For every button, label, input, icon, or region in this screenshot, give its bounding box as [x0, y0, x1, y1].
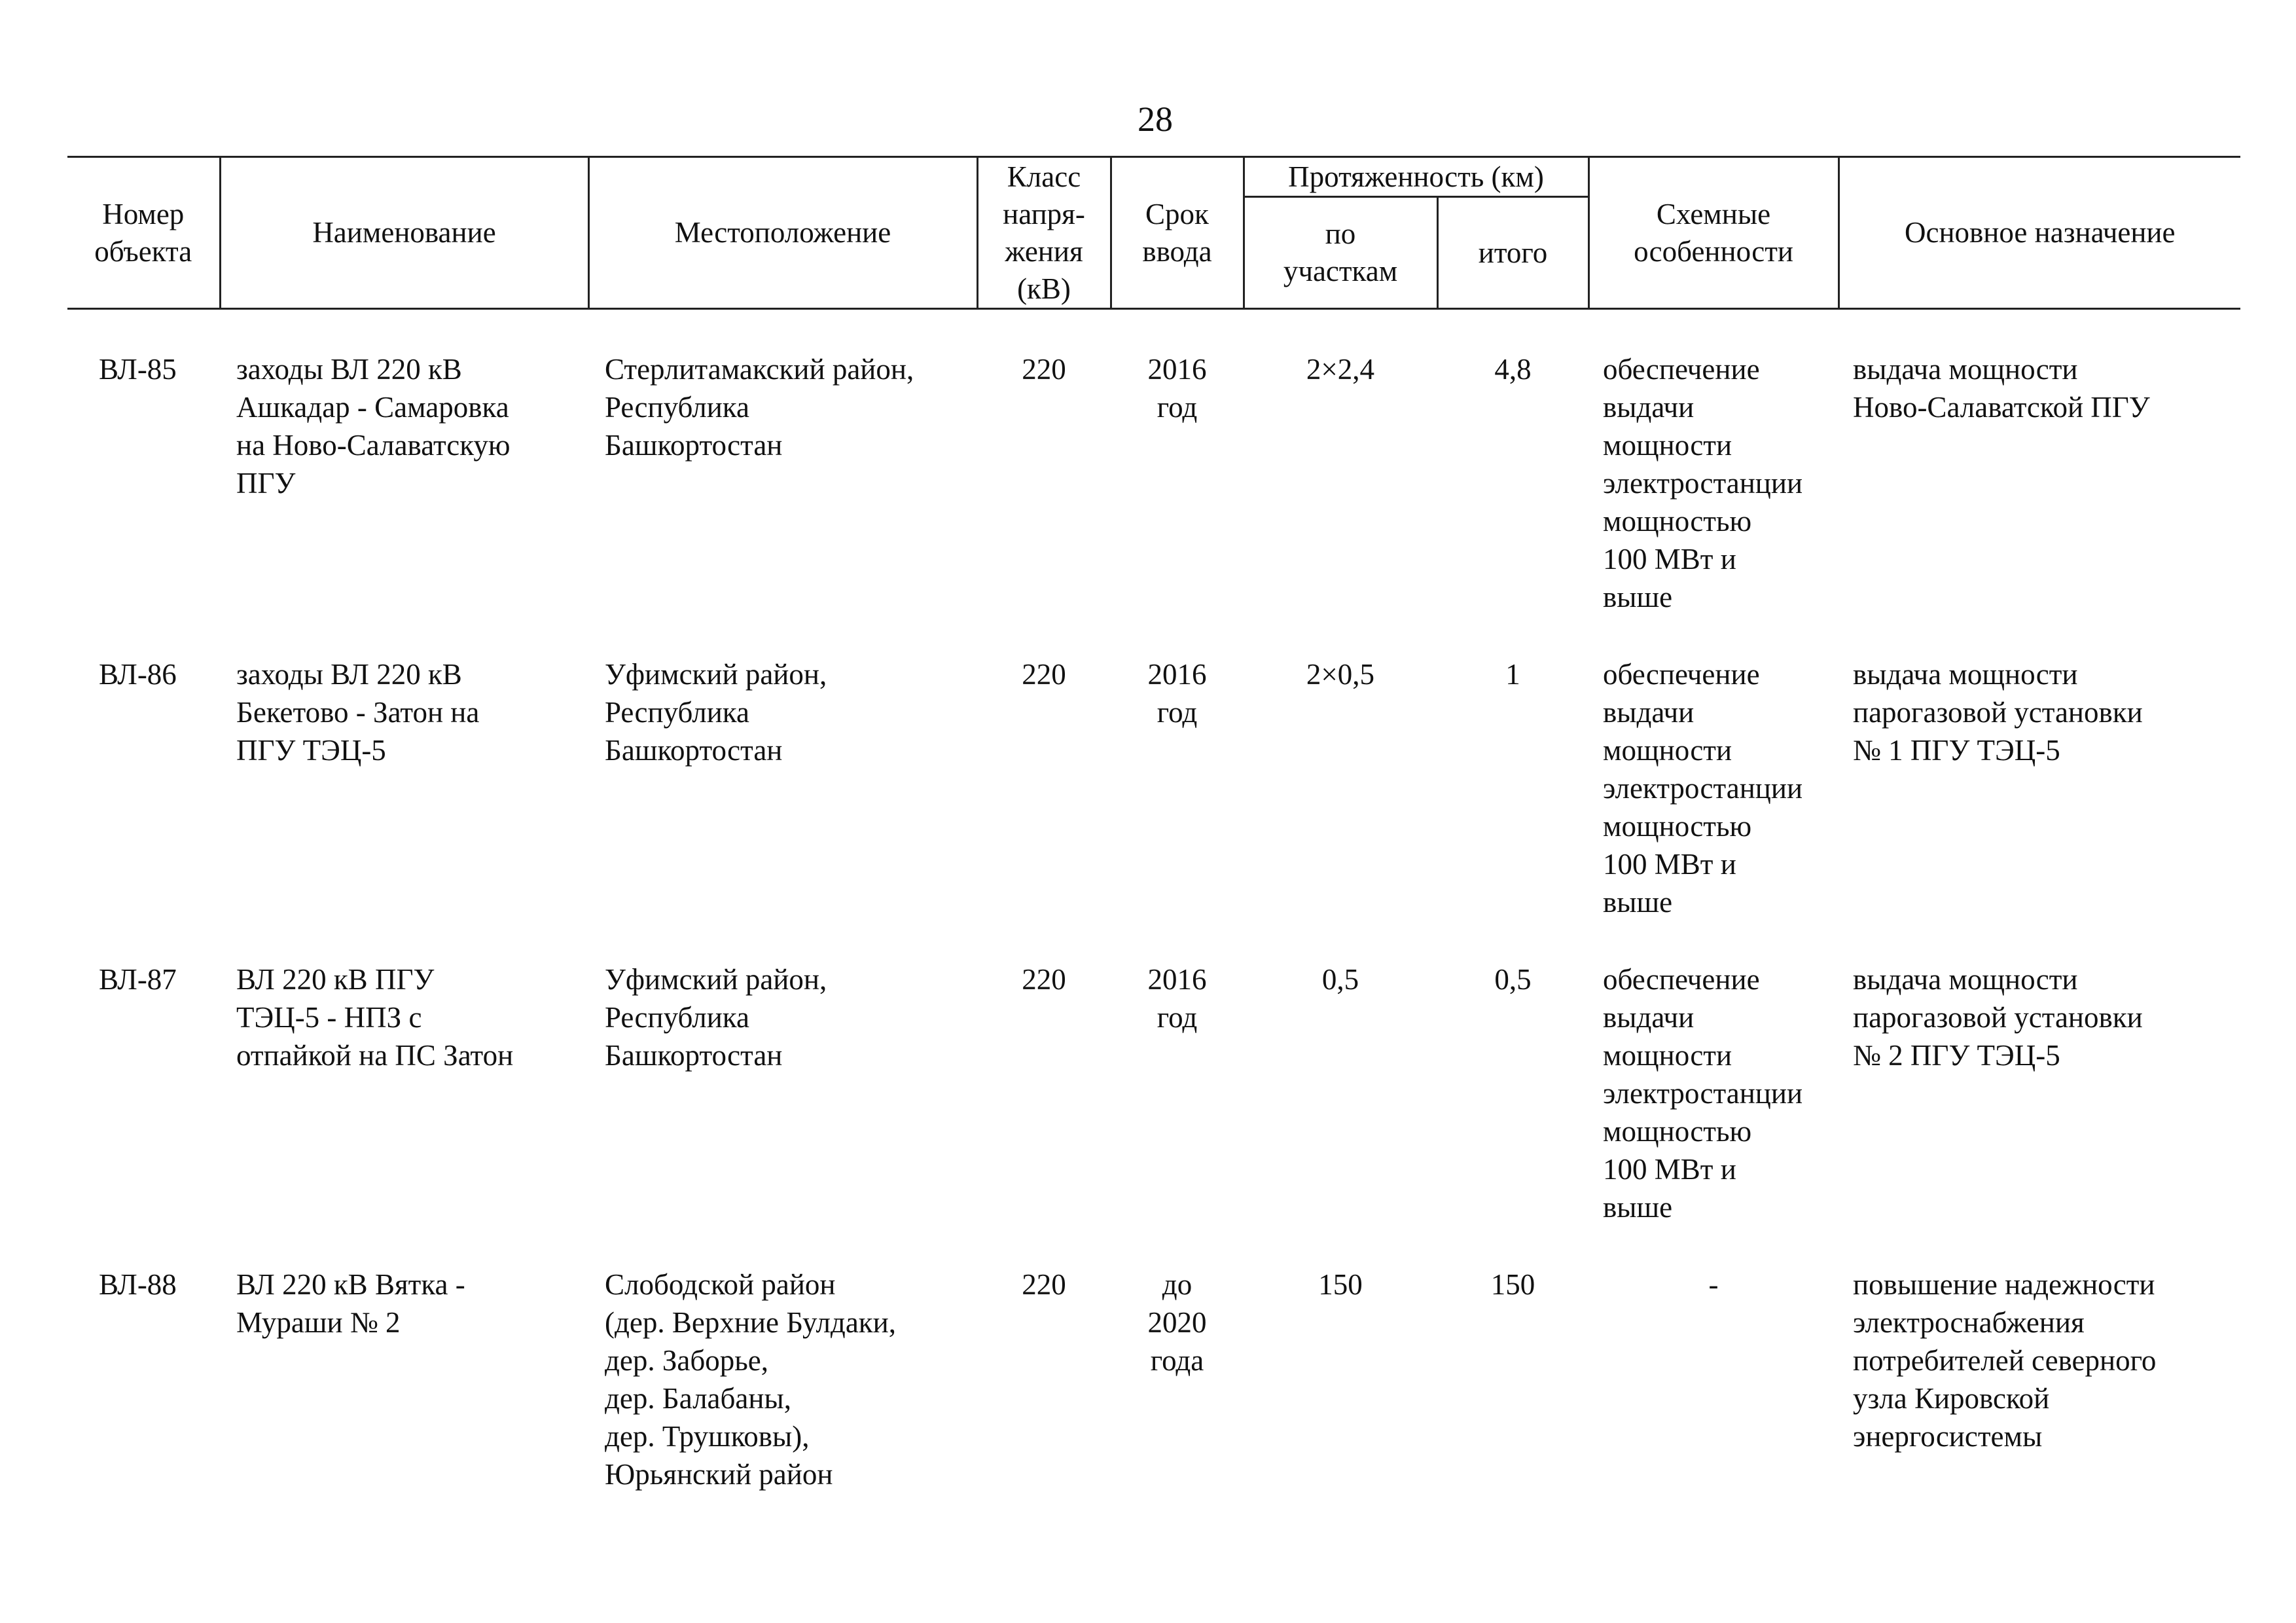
- header-voltage: Класс напря- жения (кВ): [977, 157, 1111, 309]
- cell-purpose: повышение надежности электроснабжения потребителей северного узла Кировской энергосистемы: [1853, 1268, 2157, 1453]
- cell-total: 1: [1505, 658, 1520, 691]
- cell-location: Стерлитамакский район, Республика Башкортостан: [605, 353, 914, 462]
- header-total: итого: [1437, 197, 1588, 309]
- cell-date: до 2020 года: [1147, 1268, 1207, 1377]
- cell-voltage: 220: [1022, 963, 1066, 996]
- cell-num: ВЛ-85: [99, 353, 177, 386]
- cell-location: Уфимский район, Республика Башкортостан: [605, 658, 827, 767]
- page-number: 28: [1138, 100, 1173, 139]
- header-date: Срок ввода: [1111, 157, 1244, 309]
- header-location: Местоположение: [588, 157, 977, 309]
- table-header: [67, 157, 2240, 309]
- cell-date: 2016 год: [1147, 963, 1207, 1034]
- cell-date: 2016 год: [1147, 353, 1207, 424]
- header-purpose: Основное назначение: [1839, 157, 2240, 309]
- table-row: [67, 921, 2240, 1226]
- table-row: [67, 1226, 2240, 1501]
- cell-scheme: обеспечение выдачи мощности электростанции мощностью 100 МВт и выше: [1603, 963, 1803, 1224]
- cell-date: 2016 год: [1147, 658, 1207, 729]
- cell-location: Уфимский район, Республика Башкортостан: [605, 963, 827, 1072]
- header-length: Протяженность (км): [1244, 157, 1588, 197]
- cell-name: ВЛ 220 кВ ПГУ ТЭЦ-5 - НПЗ с отпайкой на ПС Затон: [236, 963, 514, 1072]
- cell-voltage: 220: [1022, 353, 1066, 386]
- cell-num: ВЛ-87: [99, 963, 177, 996]
- cell-name: заходы ВЛ 220 кВ Бекетово - Затон на ПГУ ТЭЦ-5: [236, 658, 480, 767]
- cell-purpose: выдача мощности Ново-Салаватской ПГУ: [1853, 353, 2150, 424]
- cell-num: ВЛ-86: [99, 658, 177, 691]
- cell-total: 150: [1490, 1268, 1535, 1301]
- power-lines-table: [67, 156, 2240, 1501]
- header-scheme: Схемные особенности: [1588, 157, 1839, 309]
- cell-scheme: обеспечение выдачи мощности электростанции мощностью 100 МВт и выше: [1603, 658, 1803, 919]
- cell-scheme: обеспечение выдачи мощности электростанции мощностью 100 МВт и выше: [1603, 353, 1803, 613]
- cell-by-section: 2×2,4: [1306, 353, 1375, 386]
- cell-total: 0,5: [1494, 963, 1532, 996]
- cell-by-section: 0,5: [1321, 963, 1359, 996]
- table-row: [67, 616, 2240, 921]
- table-row: [67, 309, 2240, 617]
- cell-name: ВЛ 220 кВ Вятка - Мураши № 2: [236, 1268, 465, 1339]
- cell-voltage: 220: [1022, 658, 1066, 691]
- header-num: Номер объекта: [67, 157, 220, 309]
- cell-total: 4,8: [1494, 353, 1532, 386]
- cell-location: Слободской район (дер. Верхние Булдаки, дер. Заборье, дер. Балабаны, дер. Трушковы), Юрьянский район: [605, 1268, 896, 1491]
- cell-by-section: 150: [1318, 1268, 1363, 1301]
- cell-by-section: 2×0,5: [1306, 658, 1375, 691]
- cell-voltage: 220: [1022, 1268, 1066, 1301]
- cell-name: заходы ВЛ 220 кВ Ашкадар - Самаровка на Ново-Салаватскую ПГУ: [236, 353, 511, 500]
- cell-scheme: -: [1708, 1268, 1719, 1301]
- cell-purpose: выдача мощности парогазовой установки № 2 ПГУ ТЭЦ-5: [1853, 963, 2143, 1072]
- header-name: Наименование: [220, 157, 588, 309]
- header-by-section: по участкам: [1244, 197, 1437, 309]
- cell-num: ВЛ-88: [99, 1268, 177, 1301]
- cell-purpose: выдача мощности парогазовой установки № 1 ПГУ ТЭЦ-5: [1853, 658, 2143, 767]
